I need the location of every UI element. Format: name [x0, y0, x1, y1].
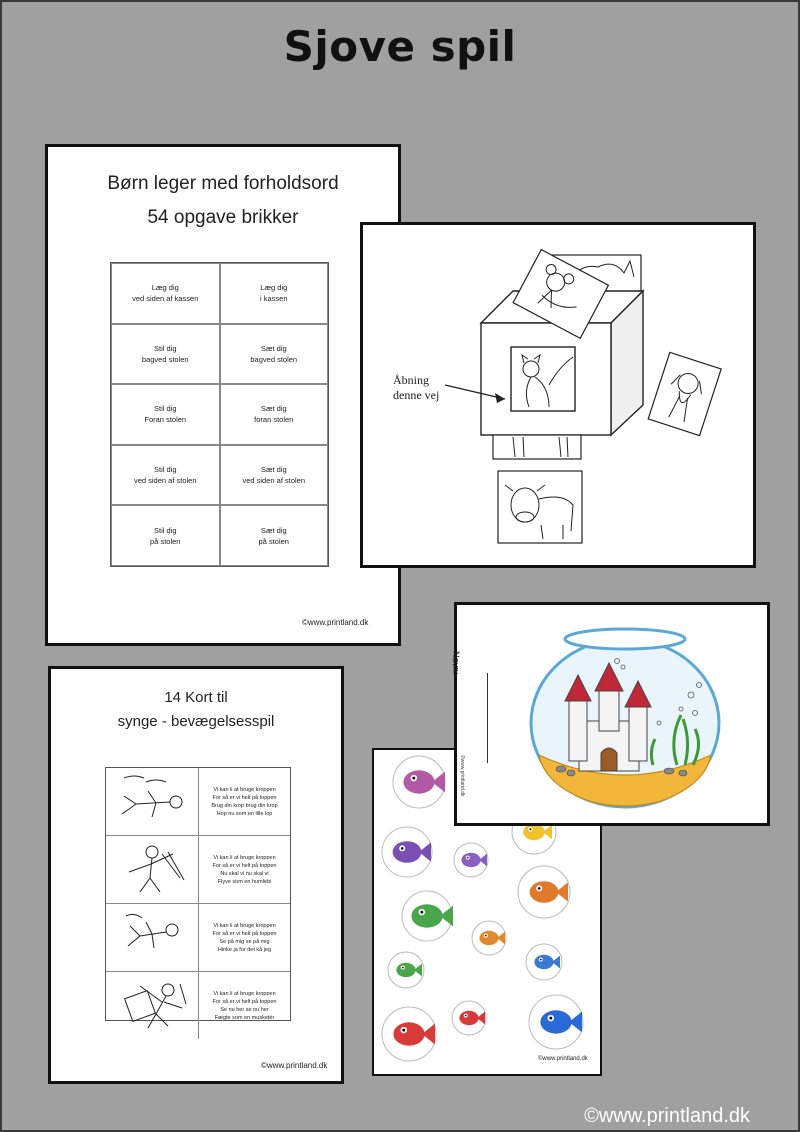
song-card: Vi kan li at bruge kroppen For så er vi helt på toppen Se på mig se på mig Hinke ja for det kå jeg	[106, 904, 290, 972]
task-card: Stil dig Foran stolen	[111, 384, 220, 445]
card1-title: Børn leger med forholdsord	[107, 173, 339, 194]
task-card: Læg dig ved siden af kassen	[111, 263, 220, 324]
task-card-grid	[110, 262, 329, 567]
card5-copyright: ©www.printland.dk	[459, 755, 465, 797]
task-card: Sæt dig ved siden af stolen	[220, 445, 329, 506]
task-card: Stil dig ved siden af stolen	[111, 445, 220, 506]
fishbowl-illustration	[457, 605, 767, 823]
song-cards-preview[interactable]	[48, 666, 344, 1084]
stick-figure-illustration	[106, 768, 199, 835]
song-card: Vi kan li at bruge kroppen For så er vi helt på toppen Nu skal vi nu skal vi Flyve som en humlebi	[106, 836, 290, 904]
page-title: Sjove spil	[283, 22, 517, 71]
card3-copyright: ©www.printland.dk	[261, 1061, 328, 1070]
stick-figure-illustration	[106, 904, 199, 971]
card1-subtitle: 54 opgave brikker	[147, 207, 299, 228]
task-card: Sæt dig på stolen	[220, 505, 329, 566]
name-label: Navn:	[451, 651, 461, 675]
card1-copyright: ©www.printland.dk	[302, 618, 369, 627]
card3-subtitle: synge - bevægelsesspil	[117, 713, 275, 730]
task-card: Stil dig på stolen	[111, 505, 220, 566]
footer-copyright: ©www.printland.dk	[584, 1105, 750, 1127]
song-card-grid	[105, 767, 291, 1021]
song-card: Vi kan li at bruge kroppen For så er vi helt på toppen Brug din krop brug din krop Hop nu som en lille lop	[106, 768, 290, 836]
card4-copyright: ©www.printland.dk	[538, 1056, 588, 1062]
opening-label: Åbning denne vej	[393, 373, 440, 402]
stick-figure-illustration	[106, 972, 199, 1039]
task-card: Læg dig i kassen	[220, 263, 329, 324]
song-card: Vi kan li at bruge kroppen For så er vi helt på toppen Se nu her se nu her Fægte som en musketér	[106, 972, 290, 1039]
fishbowl-preview[interactable]	[451, 602, 770, 826]
task-card: Sæt dig bagved stolen	[220, 324, 329, 385]
card3-title: 14 Kort til	[164, 689, 228, 706]
task-card: Stil dig bagved stolen	[111, 324, 220, 385]
preposition-cards-preview[interactable]	[45, 144, 401, 646]
task-card: Sæt dig foran stolen	[220, 384, 329, 445]
stick-figure-illustration	[106, 836, 199, 903]
animal-box-preview[interactable]	[360, 222, 756, 568]
